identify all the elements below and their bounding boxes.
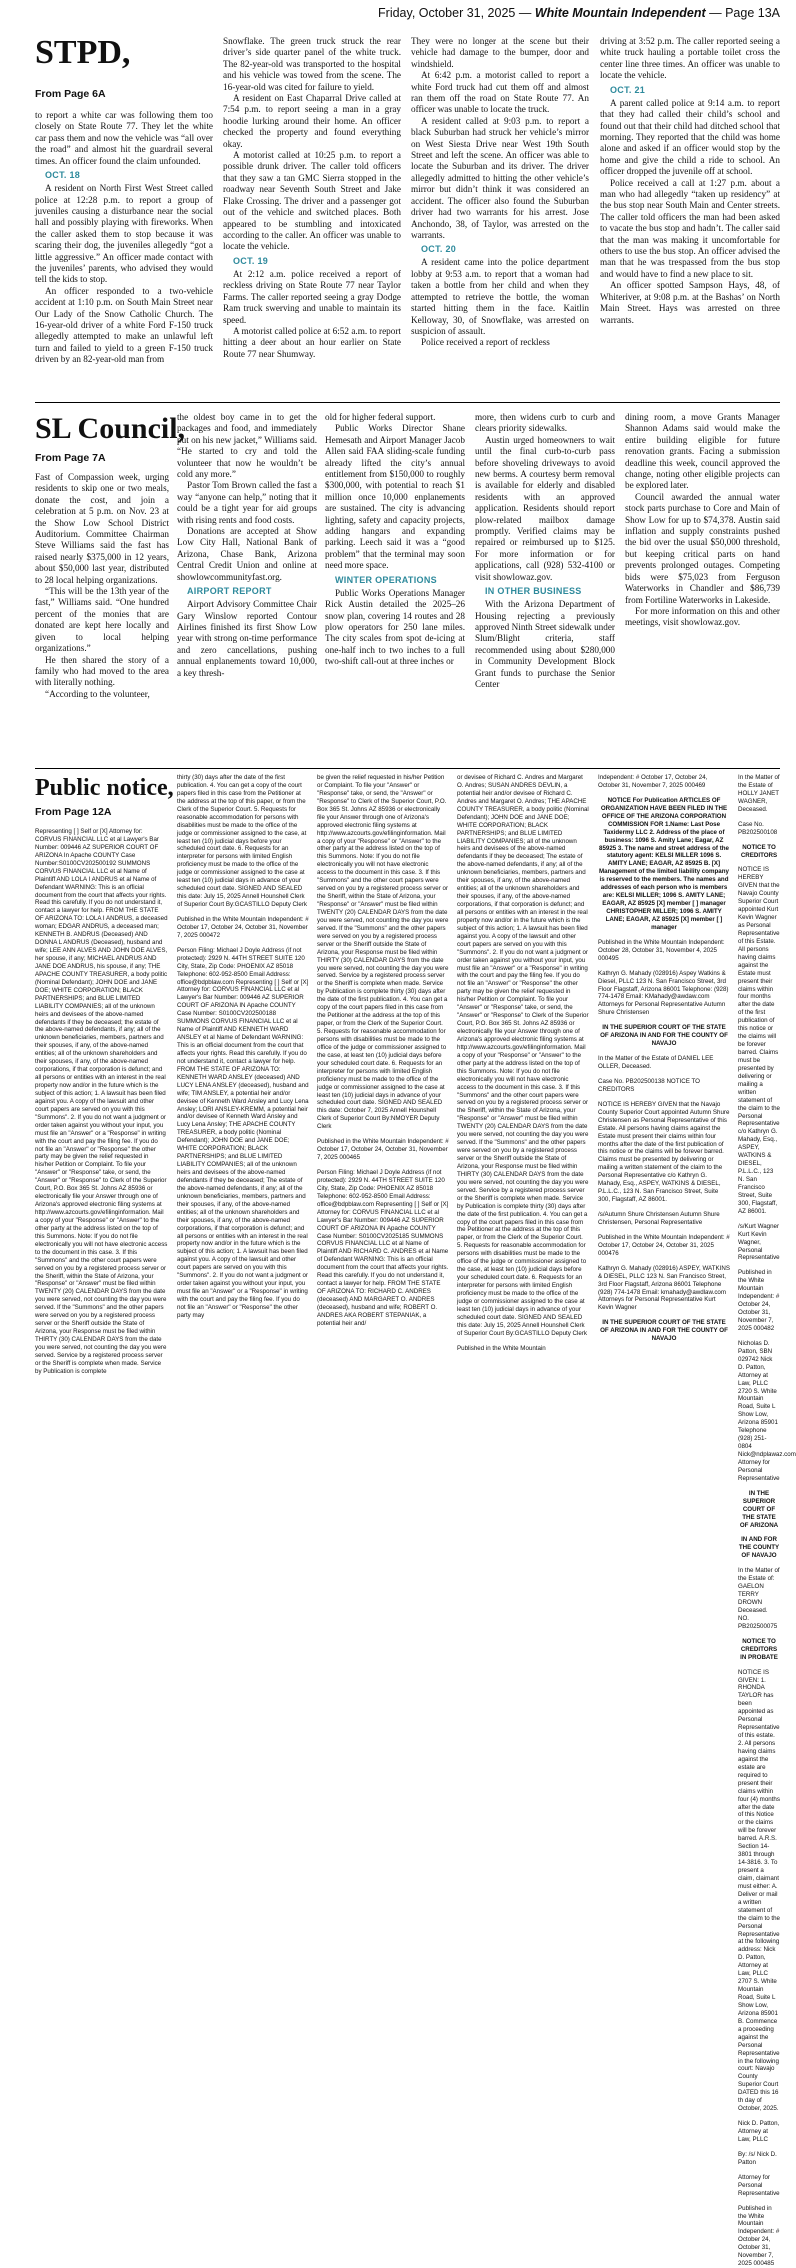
pn-col-3 <box>317 774 449 1612</box>
article-paragraph: Airport Advisory Committee Chair Gary Winslow reported Contour Airlines finished its first Show Low year with strong on-time performance and zero cancellations, pushing annual enplanements toward 10,000, a key thresh- <box>177 599 317 678</box>
article-paragraph: A motorist called police at 6:52 a.m. to report hitting a deer about an hour earlier on State Route 77 near Shumway. <box>223 325 401 359</box>
article-paragraph: At 6:42 p.m. a motorist called to report a white Ford truck had cut them off and almost ran them off the road on State Route 77. An officer was unable to locate the truck. <box>411 70 589 115</box>
legal-notice-text: be given the relief requested in his/her Petition or Complaint. To file your "Answer" or "Response" take, or send, the "Answer" or "Response" to Clerk of the Superior Court, P.O. Box 365 St. Johns AZ 85936 or electronically file your Answer through one of Arizona's approved electronic filing systems at http://www.azcourts.gov/efilinginformation. Mail a copy of your "Response" or "Answer" to the other party at the address listed on the top of this Summons. Note: If you do not file electronically you will not have electronic access to the document in this case. 3. If this "Summons" and the other court papers were served on you by a registered process server or the Sheriff, within the State of Arizona, your "Response" or "Answer" must be filed within TWENTY (20) CALENDAR DAYS from the date you were served, not counting the day you were served. If the "Summons" and the other papers were served on you by a registered process server or the Sheriff outside the State of Arizona, your Response must be filed within THIRTY (30) CALENDAR DAYS from the date you were served, not counting the day you were served. Service by a registered process server or the Sheriff is complete when made. Service by Publication is complete thirty (30) days after the date of the first publication. 4. You can get a copy of the court papers filed in this case from the Petitioner at the address at the top of this paper, or from the Clerk of the Superior Court. 5. Requests for reasonable accommodation for persons with disabilities must be made to the office of the judge or commissioner assigned to the case, at least ten (10) judicial days before your scheduled court date. 6. Requests for an interpreter for persons with limited English proficiency must be made to the office of the judge or commissioner assigned to the case at least ten (10) judicial days in advance of your scheduled court date. SIGNED AND SEALED this date: October 7, 2025 Annell Hounshell Clerk of Superior Court By:NMOYER Deputy Clerk <box>317 774 449 1131</box>
legal-notice-text: IN AND FOR THE COUNTY OF NAVAJO <box>738 1536 780 1560</box>
section-subhead: WINTER OPERATIONS <box>335 574 437 585</box>
header-date: Friday, October 31, 2025 — <box>378 6 535 20</box>
article-paragraph: A resident on North First West Street called police at 12:28 p.m. to report a group of juveniles causing a disturbance near the social hall and possibly playing with fireworks. When the caller asked them to stop because it was scaring their dog, the juveniles allegedly “got a little aggressive.” An officer made contact with the juveniles’ parents, who advised they would tell the kids to stop. <box>35 183 213 285</box>
legal-notice-text: Nicholas D. Patton, SBN 029742 Nick D. Patton, Attorney at Law, PLLC 2720 S. White Mountain Road, Suite L Show Low, Arizona 85901 Telephone (928) 251-0804 Nick@ndplawaz.com Attorney for Personal Representative <box>738 1339 796 1482</box>
legal-notice-text: Published in the White Mountain <box>457 1344 546 1352</box>
article-paragraph: Fast of Compassion week, urging residents to skip one or two meals, donate the cost, and join a celebration at 5 p.m. on Nov. 23 at the Show Low School District Auditorium. Committee Chairman Steve Williams said the fast has raised nearly $375,000 in 12 years, about $50,000 last year, distributed to 28 local helping organizations. <box>35 472 169 585</box>
pn-col-6 <box>738 774 796 2268</box>
article-paragraph: At 2:12 a.m. police received a report of reckless driving on State Route 77 near Taylor Farms. The caller reported seeing a gray Dodge Ram truck swerving and unable to maintain its speed. <box>223 268 401 325</box>
legal-notice-text: In the Matter of the Estate of: GAELON TERRY DROWN Deceased. NO. PB202500075 <box>738 1567 780 1630</box>
pn-col-2 <box>177 774 309 1612</box>
article-paragraph: more, then widens curb to curb and clears priority sidewalks. <box>475 412 615 434</box>
legal-notice-text: Person Filing: Michael J Doyle Address (if not protected): 2929 N. 44TH STREET SUITE 120 City, State, Zip Code: PHOENIX AZ 85018 Telephone: 602-952-8500 Email Address: office@bdpblaw.com Representing [ ] Self or [X] Attorney for: CORVUS FINANCIAL LLC et al Lawyer's Bar Number: 009446 AZ SUPERIOR COURT OF ARIZONA IN Apache COUNTY Case Number: S0100CV2025185 SUMMONS CORVUS FINANCIAL LLC et al Name of Plaintiff AND RICHARD C. ANDRES et al Name of Defendant WARNING: This is an official document from the court that affects your rights. Read this carefully. If you do not understand it, contact a lawyer for help. FROM THE STATE OF ARIZONA TO: RICHARD C. ANDRES (deceased) AND MARGARET O. ANDRES (deceased), husband and wife; ROBERT O. ANDRES AKA ROBERT STEPANIAK, a potential heir and/ <box>317 1169 449 1327</box>
legal-notice-text: IN THE SUPERIOR COURT OF THE STATE OF ARIZONA <box>739 1489 779 1529</box>
article-paragraph: For more information on this and other meetings, visit showlowaz.gov. <box>625 605 780 628</box>
article-paragraph: driving at 3:52 p.m. The caller reported seeing a white truck hauling a portable toilet cross the center line three times. An officer was unable to locate the vehicle. <box>600 36 780 81</box>
article-paragraph: He then shared the story of a family who had moved to the area with literally nothing. <box>35 654 169 688</box>
article-paragraph: Pastor Tom Brown called the fast a way “anyone can help,” noting that it could be a tight year for aid groups with rising rents and food costs. <box>177 480 317 525</box>
pn-col-1 <box>35 828 168 1612</box>
page-header <box>340 6 780 26</box>
legal-notice-text: Published in the White Mountain Independent: # October 17, October 24, October 31, November 7, 2025 000472 <box>177 915 309 939</box>
pn-title: Public notice, <box>35 775 174 801</box>
article-paragraph: dining room, a move Grants Manager Shannon Adams said would make the entire building eligible for future renovation grants. Facing a submission deadline this week, council approved the change, noting other eligible projects can be explored later. <box>625 412 780 491</box>
legal-notice-text: Attorney for Personal Representative <box>738 2173 780 2197</box>
slc-col-5 <box>625 412 780 760</box>
article-paragraph: An officer spotted Sampson Hays, 48, of Whiteriver, at 9:08 p.m. at the Bashas’ on North Main Street. Hays was arrested on three warrants. <box>600 280 780 325</box>
legal-notice-text: /s/Autumn Shure Christensen Autumn Shure Christensen, Personal Representative <box>598 1211 720 1226</box>
section-subhead: OCT. 19 <box>233 255 269 266</box>
legal-notice-text: Kathryn G. Mahady (028916) Aspey Watkins & Diesel, PLLC 123 N. San Francisco Street, 3rd Floor Flagstaff, Arizona 86001 Telephone: (928) 774-1478 Email: KMahady@awdaw.com Attorneys for Personal Representative Autumn Shure Christensen <box>598 969 729 1017</box>
legal-notice-text: Kathryn G. Mahady (028916) ASPEY, WATKINS & DIESEL, PLLC 123 N. San Francisco Street, 3rd Floor Flagstaff, Arizona 86001 Telephone (928) 774-1478 Email: kmahady@awdlaw.com Attorneys for Personal Representative Kurt Kevin Wagner <box>598 1264 730 1312</box>
legal-notice-text: NOTICE IS HEREBY GIVEN that the Navajo County Superior Court appointed Kurt Kevin Wagner as Personal Representative of this Estate. All persons having claims against the Estate must present their claims within four months after the date of the first publication of this notice or the claims will be forever barred. Claims must be presented by delivering or mailing a written statement of the claim to the Personal Representative c/o Kathryn G. Mahady, Esq., ASPEY, WATKINS & DIESEL, P.L.L.C., 123 N. San Francisco Street, Suite 300, Flagstaff, AZ 86001. <box>738 866 780 1215</box>
header-paper-name: White Mountain Independent <box>534 6 706 20</box>
slc-title: SL Council, <box>35 412 186 445</box>
legal-notice-text: NOTICE IS HEREBY GIVEN that the Navajo County Superior Court appointed Autumn Shure Christensen as Personal Representative of this Estate. All persons having claims against the Estate must present their claims within four months after the date of the first publication of this notice or the claims will be forever barred. Claims must be presented by delivering or mailing a written statement of the claim to the Personal Representative c/o Kathryn G. Mahady, Esq., ASPEY, WATKINS & DIESEL, P.L.L.C., 123 N. San Francisco Street, Suite 300, Flagstaff, AZ 86001. <box>598 1100 730 1204</box>
slc-from: From Page 7A <box>35 452 106 464</box>
article-paragraph: A resident came into the police department lobby at 9:53 a.m. to report that a woman had taken a bottle from her child and when they attempted to retrieve the bottle, the woman started hitting them in the face. Kaitlin Kelloway, 30, of Snowflake, was arrested on suspicion of assault. <box>411 257 589 336</box>
legal-notice-text: NOTICE For Publication ARTICLES OF ORGANIZATION HAVE BEEN FILED IN THE OFFICE OF THE ARIZONA CORPORATION COMMISSION FOR 1.Name: Last Pose Taxidermy LLC 2. Address of the place of business: 1096 S. Amity Lane; Eagar, AZ 85925 3. The name and street address of the statutory agent: KELSI MILLER 1096 S. AMITY LANE; EAGAR, AZ 85925 B. [X] Management of the limited liability company is reserved to the members. The names and addresses of each person who is members are: KELSI MILLER; 1096 S. AMITY LANE; EAGAR, AZ 85925 [X] member [ ] manager CHRISTOPHER MILLER; 1096 S. AMITY LANE; EAGAR, AZ 85925 [X] member [ ] manager <box>599 796 729 931</box>
legal-notice-text: Published in the White Mountain Independent: # October 24, October 31, November 7, 2025 000485 <box>738 2204 780 2268</box>
legal-notice-text: IN THE SUPERIOR COURT OF THE STATE OF ARIZONA IN AND FOR THE COUNTY OF NAVAJO <box>600 1319 728 1343</box>
slc-col-4 <box>475 412 615 760</box>
legal-notice-text: Published in the White Mountain Independent: October 28, October 31, November 4, 2025 000495 <box>598 938 725 962</box>
article-paragraph: “According to the volunteer, <box>45 688 150 699</box>
header-page-number: — Page 13A <box>705 6 780 20</box>
article-paragraph: A resident on East Chaparral Drive called at 7:54 p.m. to report seeing a man in a gray hoodie lurking around their home. An officer checked the property and found everything okay. <box>223 93 401 149</box>
article-paragraph: A resident called at 9:03 p.m. to report a black Suburban had struck her vehicle’s mirror on West Siesta Drive near West 19th South Street and left the scene. An officer was able to locate the Suburban and its driver. The driver allegedly admitted to hitting the other vehicle’s mirror but didn’t think it was considered an accident. The officer also found the Suburban driver had two warrants for his arrest. Jose Anchondo, 38, of Taylor, was arrested on the warrants. <box>411 115 589 240</box>
article-paragraph: With the Arizona Department of Housing rejecting a previously approved Ninth Street sidewalk under Slum/Blight criteria, staff recommended using about $280,000 in Community Development Block Grant funds to purchase the Senior Center <box>475 599 615 690</box>
article-paragraph: Public Works Director Shane Hemesath and Airport Manager Jacob Allen said FAA sliding-scale funding already lifted the city’s annual entitlement from $150,000 to roughly $300,000, with potential to reach $1 million once 10,000 enplanements are sustained. The city is advancing lighting, safety and capacity projects, adding hangars and expanding parking. Leech said it was a “good problem” that the terminal may soon need more space. <box>325 423 465 571</box>
public-notice-section <box>35 774 796 2268</box>
article-paragraph: A parent called police at 9:14 a.m. to report that they had called their child’s school and found out that their child had ditched school that morning. They reported that the child was home alone and asked if an officer would stop by the home and give the child a ride to school. An officer dropped the juvenile off at school. <box>600 97 780 177</box>
slc-section <box>35 410 780 762</box>
legal-notice-text: NOTICE TO CREDITORS IN PROBATE <box>740 1637 778 1661</box>
section-subhead: IN OTHER BUSINESS <box>485 586 582 597</box>
section-subhead: OCT. 21 <box>610 84 646 95</box>
slc-col-2 <box>177 412 317 760</box>
legal-notice-text: or devisee of Richard C. Andres and Margaret O. Andres; SUSAN ANDRES DEVLIN, a potential heir and/or devisee of Richard C. Andres and Margaret O. Andres; THE APACHE COUNTY TREASURER, a body politic (Nominal Defendant); JOHN DOE and JANE DOE; WHITE CORPORATION; BLACK PARTNERSHIPS; and BLUE LIMITED LIABILITY COMPANIES; all of the unknown heirs and devisees of the above-named defendants if they be deceased; The estate of the above-named defendants, if any; all of the unknown beneficiaries, members, partners and their spouses, if any, of the above-named entities; all of the unknown shareholders and their spouses, if any, of the above-named corporations, if that corporation is defunct; and all persons or entities with an interest in the real property now and/or in the future which is the subject of this action; 1. A lawsuit has been filed against you. A copy of the lawsuit and other court papers are served on you with this "Summons". 2. If you do not want a judgment or order taken against you without your input, you must file an "Answer" or a "Response" in writing with the court and pay the filing fee. If you do not file an "Answer" or "Response" the other party may be given the relief requested in his/her Petition or Complaint. To file your "Answer" or "Response" take, or send, the "Answer" or "Response" to Clerk of the Superior Court, P.O. Box 365 St. Johns AZ 85936 or electronically file your Answer through one of Arizona's approved electronic filing systems at http://www.azcourts.gov/efilinginformation. Mail a copy of your "Response" or "Answer" to the other party at the address listed on the top of this Summons. Note: If you do not file electronically you will not have electronic access to the document in this case. 3. If this "Summons" and the other court papers were served on you by a registered process server or the Sheriff, within the State of Arizona, your "Response" or "Answer" must be filed within TWENTY (20) CALENDAR DAYS from the date you were served, not counting the day you were served. If the "Summons" and the other papers were served on you by a registered process server or the Sheriff outside the State of Arizona, your Response must be filed within THIRTY (30) CALENDAR DAYS from the date you were served, not counting the day you were served. Service by a registered process server or the Sheriff is complete when made. Service by Publication is complete thirty (30) days after the date of the first publication. 4. You can get a copy of the court papers filed in this case from the Petitioner at the address at the top of this paper, or from the Clerk of the Superior Court. 5. Requests for reasonable accommodation for persons with disabilities must be made to the office of the judge or commissioner assigned to the case, at least ten (10) judicial days before your scheduled court date. 6. Requests for an interpreter for persons with limited English proficiency must be made to the office of the judge or commissioner assigned to the case at least ten (10) judicial days in advance of your scheduled court date. SIGNED AND SEALED this date: July 15, 2025 Annell Hounshell Clerk of Superior Court By:GCASTILLO Deputy Clerk <box>457 774 589 1337</box>
stpd-col-4 <box>600 36 780 394</box>
article-paragraph: to report a white car was following them too closely on State Route 77. They let the white car pass them and now the vehicle was “all over the road” and almost hit the guardrail several times. An officer found the claim unfounded. <box>35 110 213 166</box>
section-subhead: AIRPORT REPORT <box>187 586 272 597</box>
legal-notice-text: Person Filing: Michael J Doyle Address (if not protected): 2929 N. 44TH STREET SUITE 120 City, State, Zip Code: PHOENIX AZ 85018 Telephone: 602-952-8500 Email Address: office@bdpblaw.com Representing [ ] Self or [X] Attorney for: CORVUS FINANCIAL LLC et al Lawyer's Bar Number: 009446 AZ SUPERIOR COURT OF ARIZONA IN Apache COUNTY Case Number: S0100CV202500188 SUMMONS CORVUS FINANCIAL LLC et al Name of Plaintiff AND KENNETH WARD ANSLEY et al Name of Defendant WARNING: This is an official document from the court that affects your rights. Read this carefully. If you do not understand it, contact a lawyer for help. FROM THE STATE OF ARIZONA TO: KENNETH WARD ANSLEY (deceased) AND LUCY LENA ANSLEY (deceased), husband and wife; TIM ANSLEY, a potential heir and/or devisee of Kenneth Ward Ansley and Lucy Lena Ansley; LORI ANSLEY-KREMM, a potential heir and/or devisee of Kenneth Ward Ansley and Lucy Lena Ansley; THE APACHE COUNTY TREASURER, a body politic (Nominal Defendant); JOHN DOE and JANE DOE; WHITE CORPORATION; BLACK PARTNERSHIPS; and BLUE LIMITED LIABILITY COMPANIES; all of the unknown heirs and devisees of the above-named defendants if they be deceased; The estate of the above-named defendants, if any; all of the unknown beneficiaries, members, partners and their spouses, if any, of the above-named entities; all of the unknown shareholders and their spouses, if any, of the above-named corporations, if that corporation is defunct; and all persons or entities with an interest in the real property now and/or in the future which is the subject of this action; 1. A lawsuit has been filed against you. A copy of the lawsuit and other court papers are served on you with this "Summons". 2. If you do not want a judgment or order taken against you without your input, you must file an "Answer" or a "Response" in writing with the court and pay the filing fee. If you do not file an "Answer" or "Response" the other party may <box>177 946 309 1319</box>
article-paragraph: Public Works Operations Manager Rick Austin detailed the 2025–26 snow plan, covering 14 routes and 28 plow operators for 250 lane miles. The city scales from spot de-icing at one-half inch to two inches to a full two-shift call-out at three inches or <box>325 587 465 667</box>
article-paragraph: Donations are accepted at Show Low City Hall, National Bank of Arizona, Chase Bank, Arizona Central Credit Union and online at showlowcommunityfast.org. <box>177 526 317 582</box>
article-paragraph: Police received a call at 1:27 p.m. about a man who had allegedly “taken up residency” at the bus stop near South Main and Center streets. The caller told officers the man had been asked to vacate the bus stop and hadn’t. The caller said that the man was making it uncomfortable for others to use the bus stop. An officer advised the man that he was trespassed from the bus stop and would have to find a new place to sit. <box>600 177 780 279</box>
legal-notice-text: In the Matter of the Estate of DANIEL LEE OLLER, Deceased. <box>598 1055 714 1070</box>
article-paragraph: Council awarded the annual water stock parts purchase to Core and Main of Show Low for up to $74,378. Austin said inflation and supply constraints pushed the bid over the usual $50,000 threshold, but keeping critical parts on hand prevents prolonged outages. Competing bids were $75,023 from Ferguson Waterworks in Chandler and $86,739 from Fortiline Waterworks in Lakeside. <box>625 491 780 605</box>
pn-col-4 <box>457 774 589 1612</box>
article-paragraph: old for higher federal support. <box>325 412 436 422</box>
legal-notice-text: Independent: # October 17, October 24, October 31, November 7, 2025 000469 <box>598 774 708 789</box>
article-paragraph: the oldest boy came in to get the packages and food, and immediately put on his new jacket,” Williams said. “He started to cry and told the volunteer that now he wouldn’t be cold any more.” <box>177 412 317 480</box>
legal-notice-text: /s/Kurt Wagner Kurt Kevin Wagner, Personal Representative <box>738 1222 780 1262</box>
legal-notice-text: Case No. PB202500108 <box>738 820 778 836</box>
article-paragraph: Austin urged homeowners to wait until the final curb-to-curb pass before shoveling driveways to avoid new berms. A courtesy berm removal is available for elderly and disabled residents with an approved application. Residents should report plow-related mailbox damage promptly. Verified claims may be repaired or reimbursed up to $125. For more information or for applications, call (928) 532-4100 or visit showlowaz.gov. <box>475 434 615 582</box>
stpd-col-3 <box>411 36 589 394</box>
article-paragraph: They were no longer at the scene but their vehicle had damage to the bumper, door and windshield. <box>411 36 589 69</box>
legal-notice-text: NOTICE IS GIVEN: 1. RHONDA TAYLOR has been appointed as Personal Representative of this estate. 2. All persons having claims against the estate are required to present their claims within four (4) months after the date of this Notice or the claims will be forever barred. A.R.S. Section 14-3801 through 14-3816. 3. To present a claim, claimant must either: A. Deliver or mail a written statement of the claim to the Personal Representative at the following address: Nick D. Patton, Attorney at Law, PLLC 2707 S. White Mountain Road, Suite L Show Low, Arizona 85901 B. Commence a proceeding against the Personal Representative in the following court: Navajo County Superior Court DATED this 16 th day of October, 2025. <box>738 1668 780 2113</box>
slc-col-1 <box>35 472 169 760</box>
legal-notice-text: By: /s/ Nick D. Patton <box>738 2150 777 2166</box>
stpd-title: STPD, <box>35 34 131 71</box>
article-paragraph: An officer responded to a two-vehicle accident at 1:10 p.m. on South Main Street near Our Lady of the Snow Catholic Church. The 16-year-old driver of a white Ford F-150 truck allegedly attempted to make an unlawful left turn and failed to yield to a green F-150 truck driven by an 82-year-old man from <box>35 285 213 365</box>
section-subhead: OCT. 18 <box>45 170 81 181</box>
legal-notice-text: Case No. PB202500138 NOTICE TO CREDITORS <box>598 1077 700 1093</box>
legal-notice-text: Published in the White Mountain Independent: # October 24, October 31, November 7, 2025 000482 <box>738 1269 780 1332</box>
article-paragraph: Police received a report of reckless <box>421 337 550 348</box>
legal-notice-text: Nick D. Patton, Attorney at Law, PLLC <box>738 2120 780 2143</box>
section-subhead: OCT. 20 <box>421 244 457 255</box>
article-paragraph: A motorist called at 10:25 p.m. to report a possible drunk driver. The caller told officers that they saw a tan GMC Sierra stopped in the roadway near Seventh South Street and Jake Flake Crossing. The driver and a passenger got out of the vehicle and switched places. Both appeared to be stumbling and intoxicated according to the caller. An officer was unable to locate the vehicle. <box>223 150 401 252</box>
stpd-section <box>35 36 780 396</box>
legal-notice-text: In the Matter of the Estate of HOLLY JANET WAGNER, Deceased. <box>738 774 780 813</box>
stpd-col-1 <box>35 110 213 394</box>
stpd-from: From Page 6A <box>35 88 106 100</box>
stpd-col-2 <box>223 36 401 394</box>
article-paragraph: “This will be the 13th year of the fast,” Williams said. “One hundred percent of the monies that are donated are kept here locally and given to local helping organizations.” <box>35 586 169 654</box>
article-paragraph: Snowflake. The green truck struck the rear driver’s side quarter panel of the white truck. The 82-year-old was transported to the hospital and his vehicle was towed from the scene. The 16-year-old was cited for failure to yield. <box>223 36 401 92</box>
legal-notice-text: thirty (30) days after the date of the first publication. 4. You can get a copy of the court papers filed in this case from the Petitioner at the address at the top of this paper, or from the Clerk of the Superior Court. 5. Requests for reasonable accommodation for persons with disabilities must be made to the office of the judge or commissioner assigned to the case, at least ten (10) judicial days before your scheduled court date. 6. Requests for an interpreter for persons with limited English proficiency must be made to the office of the judge or commissioner assigned to the case at least ten (10) judicial days in advance of your scheduled court date. SIGNED AND SEALED this date: July 15, 2025 Annell Hounshell Clerk of Superior Court By:GCASTILLO Deputy Clerk <box>177 774 307 908</box>
legal-notice-text: Published in the White Mountain Independent: # October 17, October 24, October 31, 2025 000476 <box>598 1233 730 1257</box>
divider <box>35 402 780 403</box>
pn-from: From Page 12A <box>35 806 112 818</box>
legal-notice-text: Representing [ ] Self or [X] Attorney for: CORVUS FINANCIAL LLC et al Lawyer's Bar Number: 009446 AZ SUPERIOR COURT OF ARIZONA In Apache COUNTY Case Number:S0100CV202500192 SUMMONS CORVUS FINANCIAL LLC et al Name of Plaintiff AND LOLA I ANDRUS et al Name of Defendant WARNING: This is an official document from the court that affects your rights. Read this carefully. If you do not understand it, contact a lawyer for help. FROM THE STATE OF ARIZONA TO: LOLA I ANDRUS, a deceased woman; EDGAR ANDRUS, a deceased man; KENNETH B. ANDRUS (Deceased) AND DONNA L ANDRUS (Deceased), husband and wife; LEE ANN ALVES AND JOHN DOE ALVES, her spouse, if any; MICHAEL ANDRUS AND JANE DOE ANDRUS, his spouse, if any; THE APACHE COUNTY TREASURER, a body politic (Nominal Defendant); JOHN DOE and JANE DOE; WHITE CORPORATION; BLACK PARTNERSHIPS; and BLUE LIMITED LIABILITY COMPANIES; all of the unknown heirs and devisees of the above-named defendants if they be deceased; the estate of the above-named defendants, if any; all of the unknown beneficiaries, members, partners and their spouses, if any, of the above-named entities; all of the unknown shareholders and their spouses, if any, of the above-named corporations, if that corporation is defunct; and all persons or entities with an interest in the real property now and/or in the future which is the subject of this action; 1. A lawsuit has been filed against you. A copy of the lawsuit and other court papers are served on you with this "Summons". 2. If you do not want a judgment or order taken against you without your input, you must file an "Answer" or a "Response" in writing with the court and pay the filing fee. If you do not file an "Answer" or "Response" the other party may be given the relief requested in his/her Petition or Complaint. To file your "Answer" or "Response" take, or send, the "Answer" or "Response" to Clerk of the Superior Court, P.O. Box 365 St. Johns AZ 85936 or electronically file your Answer through one of Arizona's approved electronic filing systems at http://www.azcourts.gov/efilinginformation. Mail a copy of your "Response" or "Answer" to the other party at the address listed on the top of this Summons. Note: If you do not file electronically you will not have electronic access to the document in this case. 3. If this "Summons" and the other court papers were served on you by a registered process server or the Sheriff, within the State of Arizona, your "Response" or "Answer" must be filed within TWENTY (20) CALENDAR DAYS from the date you were served, not counting the day you were served. If the "Summons" and the other papers were served on you by a registered process server or the Sheriff outside the State of Arizona, your Response must be filed within THIRTY (30) CALENDAR DAYS from the date you were served, not counting the day you were served. Service by a registered process server or the Sheriff is complete when made. Service by Publication is complete <box>35 828 168 1375</box>
legal-notice-text: IN THE SUPERIOR COURT OF THE STATE OF ARIZONA IN AND FOR THE COUNTY OF NAVAJO <box>600 1024 728 1048</box>
divider <box>35 768 780 769</box>
slc-col-3 <box>325 412 465 760</box>
legal-notice-text: Published in the White Mountain Independent: # October 17, October 24, October 31, November 7, 2025 000465 <box>317 1138 449 1162</box>
pn-col-5 <box>598 774 730 1612</box>
legal-notice-text: NOTICE TO CREDITORS <box>740 843 778 859</box>
